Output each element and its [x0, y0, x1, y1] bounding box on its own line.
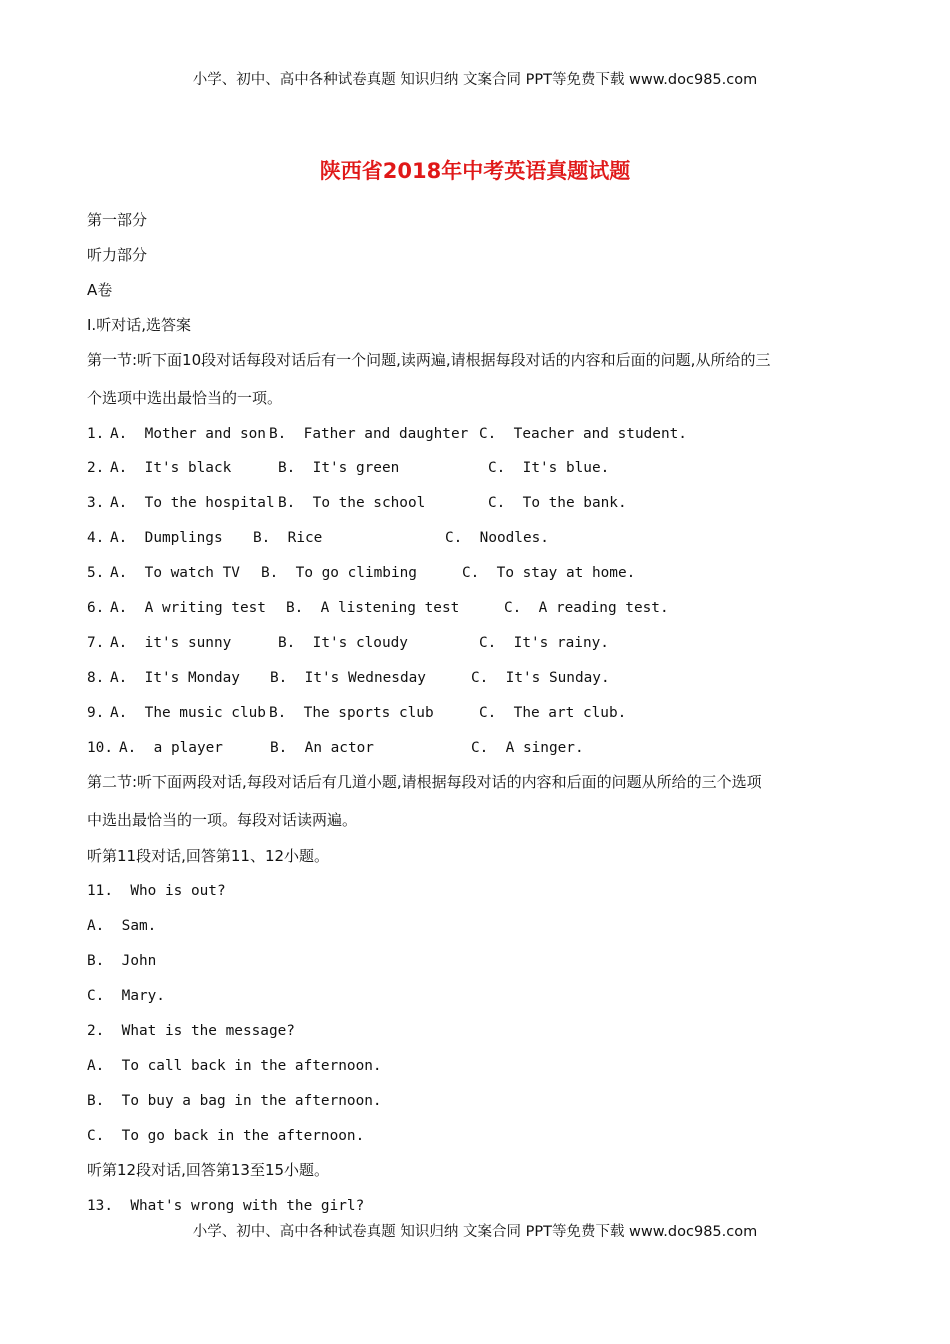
option-c: C. To stay at home. [462, 565, 636, 581]
option-a: A. Dumplings [110, 530, 223, 546]
option-c: C. To the bank. [488, 495, 627, 511]
question-12: 2. What is the message? [87, 1023, 295, 1039]
question-row [87, 458, 877, 478]
question-number: 2. [87, 460, 105, 476]
option-b: B. To the school [278, 495, 426, 511]
section-label: 听力部分 [87, 246, 148, 264]
option-b: B. It's Wednesday [270, 670, 426, 686]
option-a: A. The music club [110, 705, 266, 721]
instruction-2-line-1: 第二节:听下面两段对话,每段对话后有几道小题,请根据每段对话的内容和后面的问题从所给的三个选项 [87, 773, 762, 791]
question-12-option-b: B. To buy a bag in the afternoon. [87, 1093, 382, 1109]
option-a: A. Mother and son [110, 426, 266, 442]
heading-listen-dialogues: I.听对话,选答案 [87, 316, 191, 334]
question-row [87, 563, 877, 583]
question-number: 10. [87, 740, 113, 756]
option-c: C. It's Sunday. [471, 670, 610, 686]
question-number: 8. [87, 670, 105, 686]
question-number: 9. [87, 705, 105, 721]
question-row [87, 528, 877, 548]
question-13: 13. What's wrong with the girl? [87, 1198, 365, 1214]
question-number: 7. [87, 635, 105, 651]
question-row [87, 738, 877, 758]
question-number: 4. [87, 530, 105, 546]
question-number: 3. [87, 495, 105, 511]
option-a: A. a player [119, 740, 223, 756]
question-row [87, 633, 877, 653]
question-number: 5. [87, 565, 105, 581]
question-row [87, 598, 877, 618]
option-c: C. It's blue. [488, 460, 610, 476]
option-c: C. It's rainy. [479, 635, 609, 651]
option-b: B. It's cloudy [278, 635, 408, 651]
option-a: A. To the hospital [110, 495, 275, 511]
question-row [87, 703, 877, 723]
question-number: 1. [87, 426, 105, 442]
header-watermark: 小学、初中、高中各种试卷真题 知识归纳 文案合同 PPT等免费下载 www.doc985.com [192, 72, 758, 88]
dialog-12-intro: 听第12段对话,回答第13至15小题。 [87, 1161, 330, 1179]
option-c: C. Noodles. [445, 530, 549, 546]
instruction-2-line-2: 中选出最恰当的一项。每段对话读两遍。 [87, 811, 358, 829]
part-label: 第一部分 [87, 211, 148, 229]
option-b: B. Father and daughter [269, 426, 469, 442]
question-row [87, 493, 877, 513]
question-12-option-c: C. To go back in the afternoon. [87, 1128, 365, 1144]
option-b: B. An actor [270, 740, 374, 756]
question-row [87, 424, 877, 444]
option-b: B. To go climbing [261, 565, 417, 581]
option-b: B. It's green [278, 460, 400, 476]
option-a: A. It's black [110, 460, 232, 476]
dialog-11-intro: 听第11段对话,回答第11、12小题。 [87, 847, 330, 865]
option-a: A. It's Monday [110, 670, 240, 686]
option-a: A. A writing test [110, 600, 266, 616]
footer-watermark: 小学、初中、高中各种试卷真题 知识归纳 文案合同 PPT等免费下载 www.doc985.com [192, 1224, 758, 1240]
question-12-option-a: A. To call back in the afternoon. [87, 1058, 382, 1074]
question-11-option-c: C. Mary. [87, 988, 165, 1004]
question-11-option-b: B. John [87, 953, 157, 969]
question-11-option-a: A. Sam. [87, 918, 157, 934]
option-a: A. it's sunny [110, 635, 232, 651]
option-b: B. A listening test [286, 600, 460, 616]
instruction-1-line-2: 个选项中选出最恰当的一项。 [87, 389, 283, 407]
option-a: A. To watch TV [110, 565, 240, 581]
question-11: 11. Who is out? [87, 883, 226, 899]
volume-label: A卷 [87, 281, 113, 299]
question-row [87, 668, 877, 688]
instruction-1-line-1: 第一节:听下面10段对话每段对话后有一个问题,读两遍,请根据每段对话的内容和后面的问题,从所给的三 [87, 351, 771, 369]
page-title: 陕西省2018年中考英语真题试题 [319, 159, 631, 183]
question-number: 6. [87, 600, 105, 616]
option-c: C. A reading test. [504, 600, 669, 616]
option-c: C. Teacher and student. [479, 426, 687, 442]
option-c: C. A singer. [471, 740, 584, 756]
option-b: B. Rice [253, 530, 323, 546]
option-b: B. The sports club [269, 705, 434, 721]
option-c: C. The art club. [479, 705, 627, 721]
